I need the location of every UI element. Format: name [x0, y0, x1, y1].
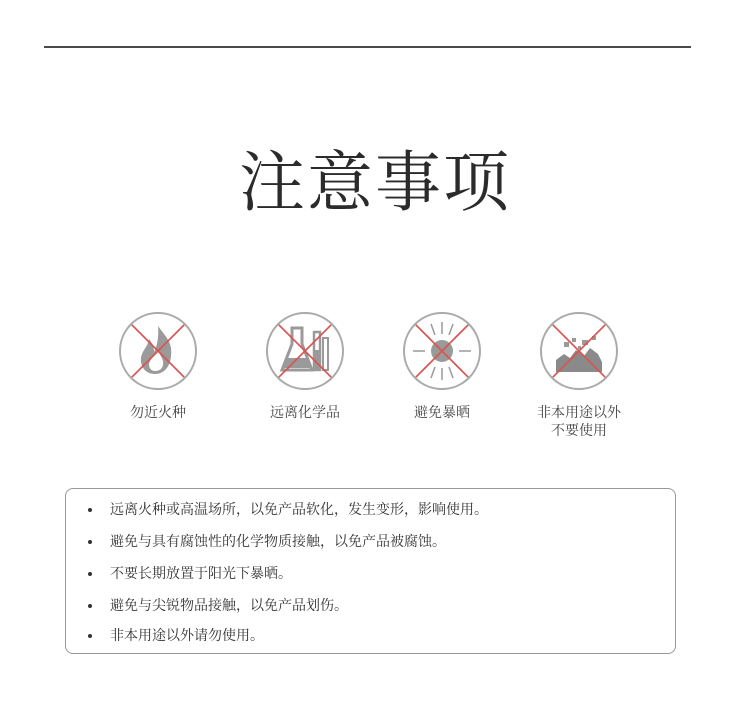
list-item: 非本用途以外请勿使用。	[94, 627, 264, 645]
warning-label: 勿近火种	[130, 405, 186, 421]
bullet-icon	[88, 508, 92, 512]
warning-label: 避免暴晒	[414, 405, 470, 421]
list-item: 远离火种或高温场所，以免产品软化，发生变形，影响使用。	[94, 501, 488, 519]
warning-item-fire	[93, 312, 223, 452]
chemicals-prohibited-icon	[266, 312, 344, 390]
sun-prohibited-icon	[403, 312, 481, 390]
list-item: 避免与尖锐物品接触，以免产品划伤。	[94, 597, 348, 615]
bullet-icon	[88, 540, 92, 544]
bullet-icon	[88, 634, 92, 638]
flame-prohibited-icon	[119, 312, 197, 390]
list-item: 不要长期放置于阳光下暴晒。	[94, 565, 292, 583]
notes-box	[65, 488, 676, 654]
warning-item-sun	[377, 312, 507, 452]
bullet-icon	[88, 604, 92, 608]
warning-item-chemicals	[240, 312, 370, 452]
warning-item-misuse	[514, 312, 644, 452]
list-item: 避免与具有腐蚀性的化学物质接触，以免产品被腐蚀。	[94, 533, 446, 551]
warning-label: 远离化学品	[270, 405, 340, 421]
bullet-icon	[88, 572, 92, 576]
warning-label	[514, 404, 644, 440]
debris-prohibited-icon	[540, 312, 618, 390]
page-title: 注意事项	[239, 144, 511, 221]
top-divider	[44, 46, 691, 48]
warning-label-line: 非本用途以外 不要使用	[537, 405, 621, 439]
